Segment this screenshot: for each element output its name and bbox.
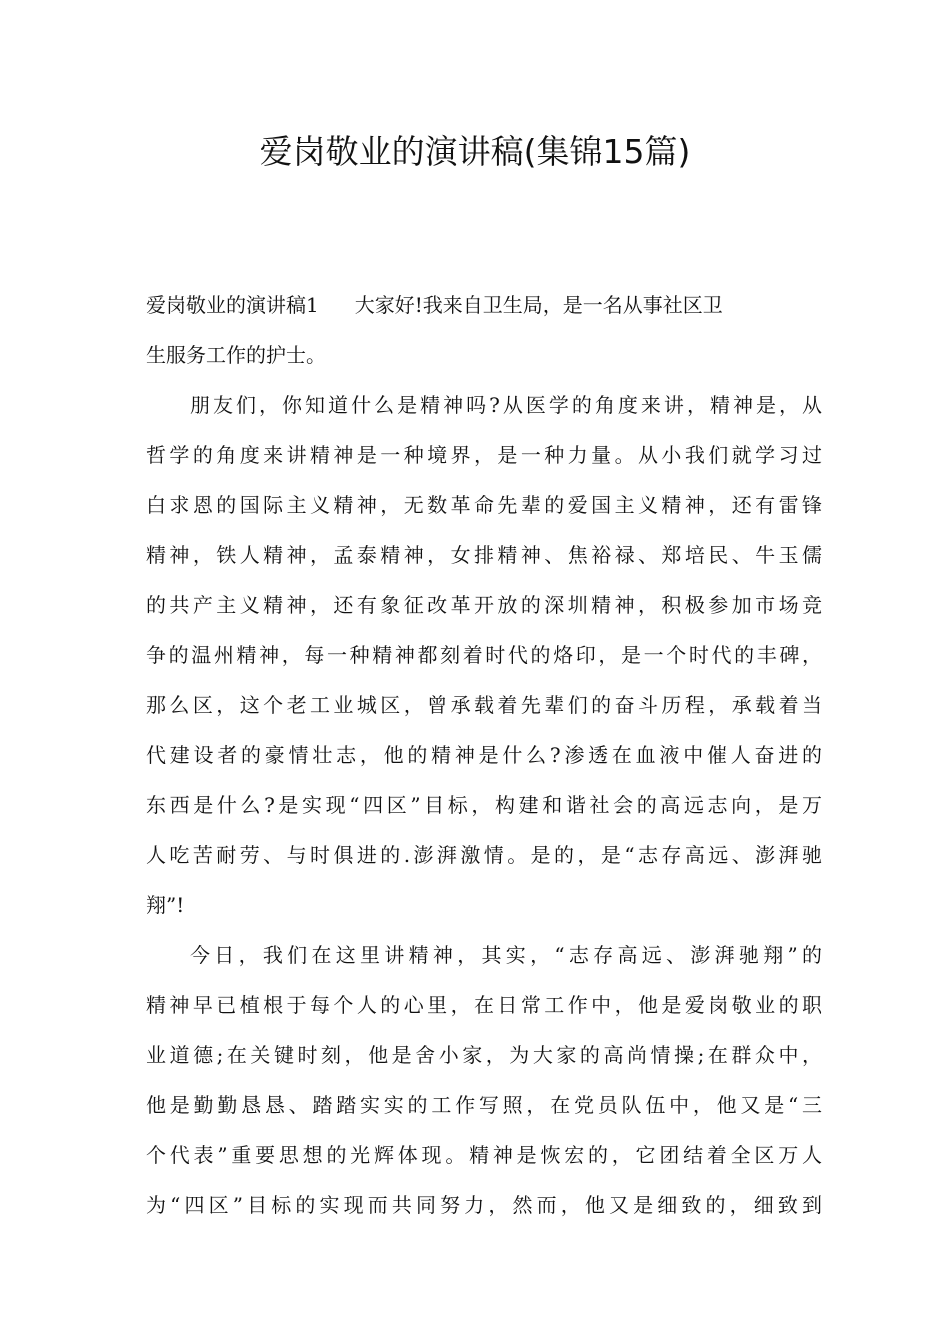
text-line: 争的温州精神，每一种精神都刻着时代的烙印，是一个时代的丰碑， xyxy=(146,643,822,667)
text-line: 人吃苦耐劳、与时俱进的.澎湃激情。是的，是“志存高远、澎湃驰 xyxy=(146,843,822,867)
text-line: 今日，我们在这里讲精神，其实，“志存高远、澎湃驰翔”的 xyxy=(190,943,822,967)
text-line: 生服务工作的护士。 xyxy=(146,343,326,367)
text-line: 的共产主义精神，还有象征改革开放的深圳精神，积极参加市场竞 xyxy=(146,593,822,617)
text-line: 精神早已植根于每个人的心里，在日常工作中，他是爱岗敬业的职 xyxy=(146,993,822,1017)
section-heading: 爱岗敬业的演讲稿1 xyxy=(146,293,319,317)
text-line: 朋友们，你知道什么是精神吗?从医学的角度来讲，精神是，从 xyxy=(190,393,822,417)
text-line: 精神，铁人精神，孟泰精神，女排精神、焦裕禄、郑培民、牛玉儒 xyxy=(146,543,822,567)
text-line: 为“四区”目标的实现而共同努力，然而，他又是细致的，细致到 xyxy=(146,1193,822,1217)
text-line-content: 大家好!我来自卫生局，是一名从事社区卫 xyxy=(354,293,723,317)
text-line xyxy=(146,280,822,330)
text-line: 哲学的角度来讲精神是一种境界，是一种力量。从小我们就学习过 xyxy=(146,443,822,467)
text-line: 业道德;在关键时刻，他是舍小家，为大家的高尚情操;在群众中， xyxy=(146,1043,822,1067)
text-line: 翔”! xyxy=(146,893,185,917)
document-body xyxy=(146,280,822,1230)
text-line: 白求恩的国际主义精神，无数革命先辈的爱国主义精神，还有雷锋 xyxy=(146,493,822,517)
text-line: 东西是什么?是实现“四区”目标，构建和谐社会的高远志向，是万 xyxy=(146,793,822,817)
text-line: 那么区，这个老工业城区，曾承载着先辈们的奋斗历程，承载着当 xyxy=(146,693,822,717)
text-line: 他是勤勤恳恳、踏踏实实的工作写照，在党员队伍中，他又是“三 xyxy=(146,1093,822,1117)
document-title: 爱岗敬业的演讲稿(集锦15篇) xyxy=(259,132,691,171)
text-line: 代建设者的豪情壮志，他的精神是什么?渗透在血液中催人奋进的 xyxy=(146,743,822,767)
text-line: 个代表”重要思想的光辉体现。精神是恢宏的，它团结着全区万人 xyxy=(146,1143,822,1167)
